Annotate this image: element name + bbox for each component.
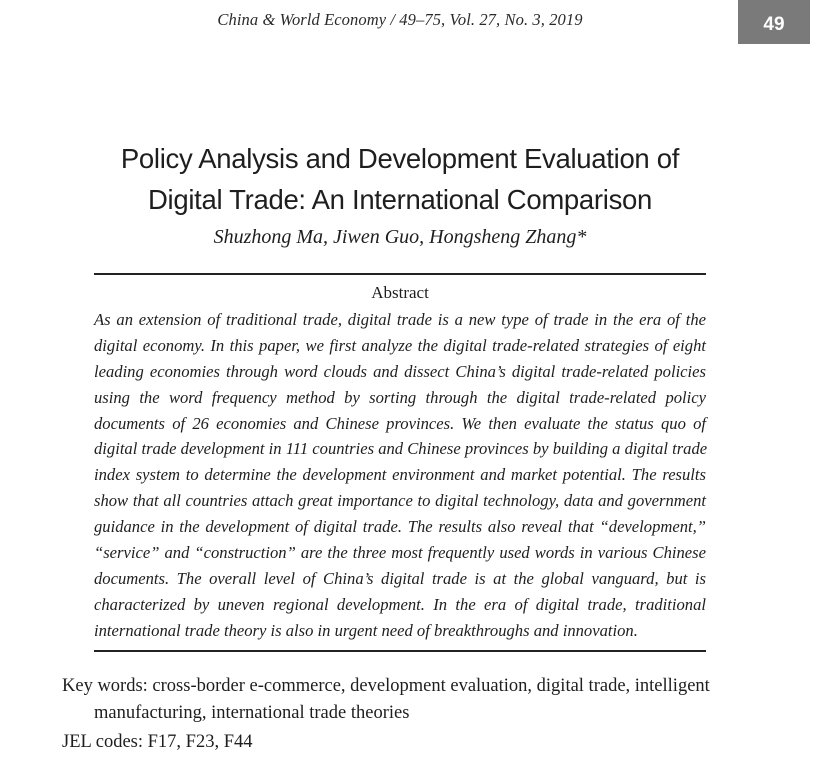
keywords-line-2: manufacturing, international trade theories <box>94 703 410 723</box>
abstract-bottom-rule <box>94 650 706 652</box>
abstract-line: “service” and “construction” are the three most frequently used words in various Chinese <box>94 543 706 563</box>
jel-codes: JEL codes: F17, F23, F44 <box>62 732 253 752</box>
running-head: China & World Economy / 49–75, Vol. 27, No. 3, 2019 <box>217 10 583 29</box>
abstract-line: documents. The overall level of China’s digital trade is at the global vanguard, but is <box>94 568 706 588</box>
abstract-body <box>94 307 706 644</box>
abstract-line: characterized by uneven regional development. In the era of digital trade, traditional <box>94 594 706 614</box>
abstract-line: As an extension of traditional trade, digital trade is a new type of trade in the era of the <box>94 310 706 329</box>
abstract-line: using the word frequency method by sorting through the digital trade-related policy <box>94 387 706 407</box>
abstract-line: documents of 26 economies and Chinese provinces. We then evaluate the status quo of <box>94 413 706 433</box>
abstract-line: international trade theory is also in urgent need of breakthroughs and innovation. <box>94 620 638 640</box>
article-title-line-1: Policy Analysis and Development Evaluation of <box>120 143 680 174</box>
keywords-line-1: Key words: cross-border e-commerce, development evaluation, digital trade, intelligent <box>62 676 710 696</box>
abstract-heading: Abstract <box>371 283 429 302</box>
article-title <box>0 138 800 220</box>
abstract-line: digital economy. In this paper, we first analyze the digital trade-related strategies of eight <box>94 335 706 355</box>
keywords <box>62 673 752 727</box>
page-number-badge <box>738 0 810 44</box>
article-authors: Shuzhong Ma, Jiwen Guo, Hongsheng Zhang* <box>213 226 587 248</box>
abstract-line: digital trade development in 111 countries and Chinese provinces by building a digital trade <box>94 439 708 459</box>
abstract-line: guidance in the development of digital trade. The results also reveal that “development,” <box>94 517 706 537</box>
abstract-line: leading economies through word clouds and dissect China’s digital trade-related policies <box>94 361 706 381</box>
abstract-top-rule <box>94 273 706 275</box>
abstract-line: show that all countries attach great importance to digital technology, data and government <box>94 491 706 511</box>
article-title-line-2: Digital Trade: An International Comparison <box>147 184 653 215</box>
page-number: 49 <box>763 14 785 35</box>
abstract-line: index system to determine the development environment and market potential. The results <box>94 465 706 485</box>
